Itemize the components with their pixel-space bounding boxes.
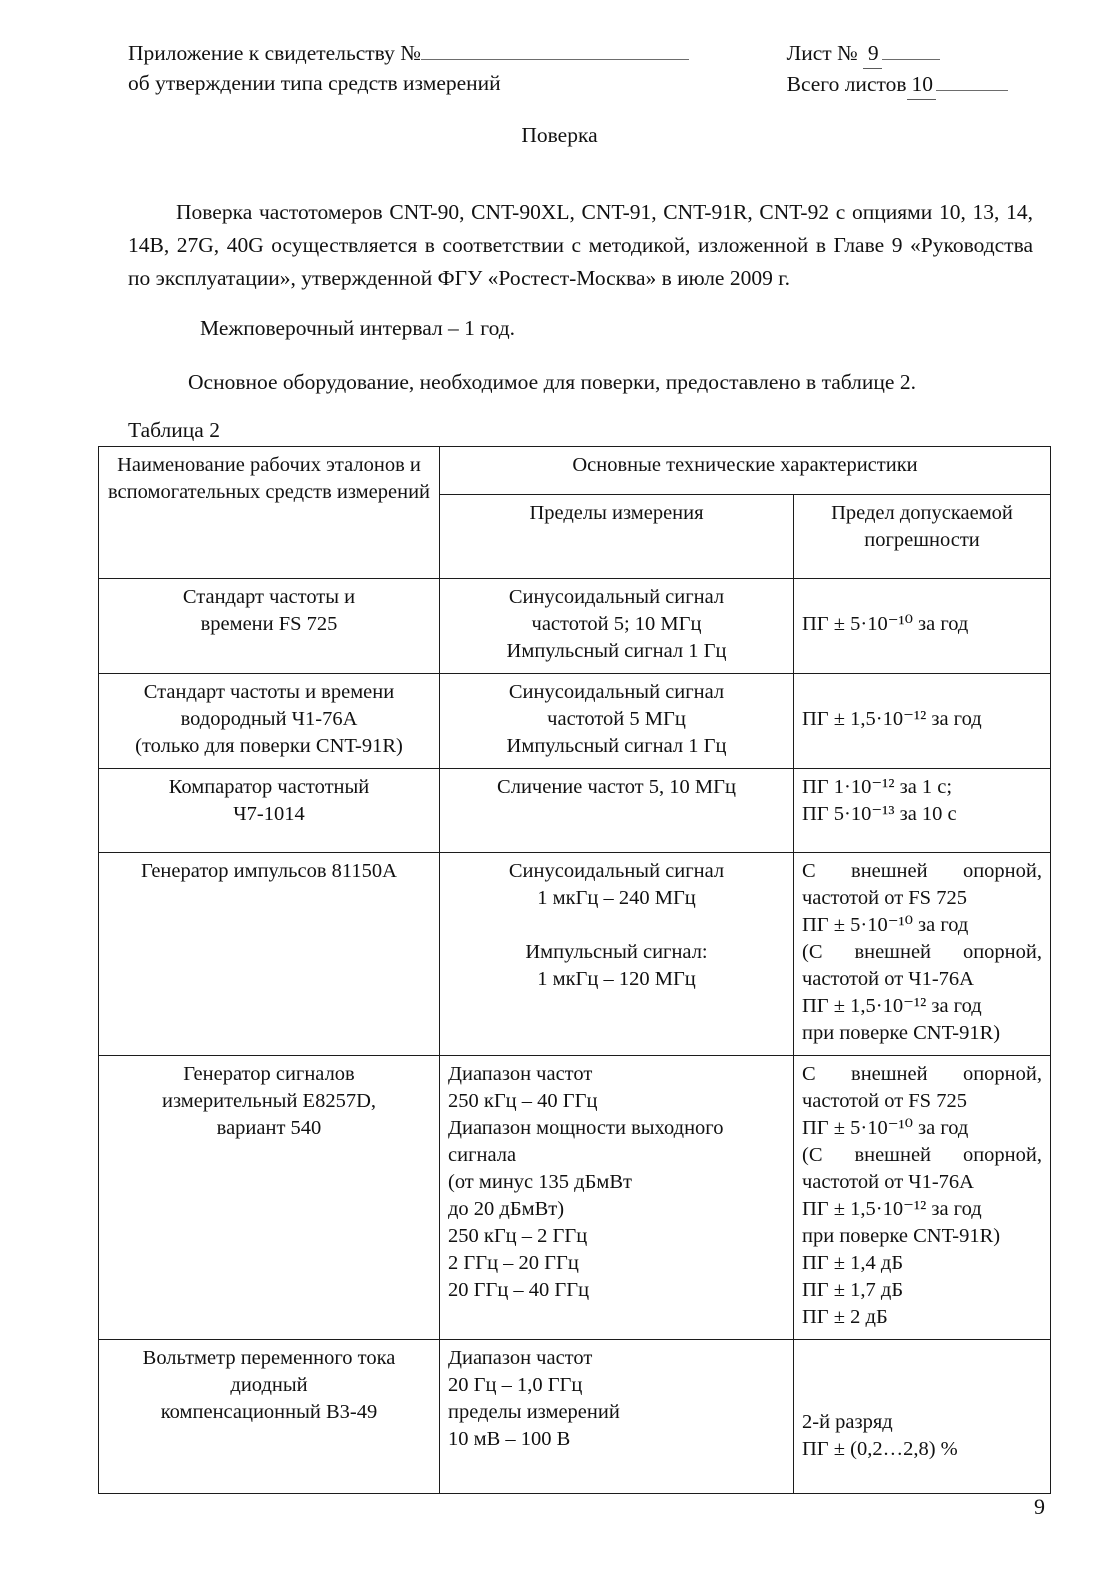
- table-caption: Таблица 2: [128, 418, 220, 442]
- row5-lim-3: 10 мВ – 100 В: [448, 1428, 571, 1450]
- row3-lim-0: Синусоидальный сигнал: [508, 860, 725, 882]
- certificate-label: Приложение к свидетельству №: [128, 41, 421, 65]
- row2-lim-0: Сличение частот 5, 10 МГц: [497, 776, 736, 798]
- row2-name-1: Ч7-1014: [233, 803, 305, 825]
- row0-lim-1: частотой 5; 10 МГц: [531, 613, 702, 635]
- row4-err-5: ПГ ± 1,4 дБ: [802, 1252, 904, 1274]
- table-row: [99, 769, 1051, 853]
- row4-lim-1: 250 кГц – 40 ГГц: [448, 1090, 598, 1112]
- row4-lim-2: Диапазон мощности выходного: [448, 1117, 724, 1139]
- row5-name-2: компенсационный В3-49: [160, 1401, 378, 1423]
- row5-lim-1: 20 Гц – 1,0 ГГц: [448, 1374, 583, 1396]
- row4-lim-8: 20 ГГц – 40 ГГц: [448, 1279, 590, 1301]
- row0-lim-0: Синусоидальный сигнал: [508, 586, 725, 608]
- cell-equipment-name: [99, 853, 440, 1056]
- row4-err-2: (С внешней опорной, частотой от Ч1-76А: [802, 1144, 1042, 1193]
- cell-measurement-limits: [440, 579, 794, 674]
- th-permissible-error: Предел допускаемой погрешности: [794, 495, 1051, 579]
- certificate-number-blank: [421, 42, 689, 60]
- row4-lim-3: сигнала: [448, 1144, 517, 1166]
- row1-err-0: ПГ ± 1,5·10⁻¹² за год: [802, 708, 982, 730]
- equipment-table-wrapper: [98, 446, 1050, 1494]
- row4-lim-7: 2 ГГц – 20 ГГц: [448, 1252, 579, 1274]
- row1-name-0: Стандарт частоты и времени: [143, 681, 395, 703]
- cell-measurement-limits: [440, 1056, 794, 1340]
- cell-permissible-error: [794, 853, 1051, 1056]
- cell-equipment-name: [99, 1340, 440, 1494]
- row3-err-0: С внешней опорной, частотой от FS 725: [802, 860, 1042, 909]
- table-header-row-1: [99, 447, 1051, 495]
- row0-name-1: времени FS 725: [200, 613, 338, 635]
- total-sheets-number: 10: [907, 69, 937, 100]
- row0-err-0: ПГ ± 5·10⁻¹⁰ за год: [802, 613, 969, 635]
- row1-lim-0: Синусоидальный сигнал: [508, 681, 725, 703]
- th-measurement-limits: Пределы измерения: [440, 495, 794, 579]
- row4-name-1: измерительный E8257D,: [162, 1090, 376, 1112]
- cell-measurement-limits: [440, 769, 794, 853]
- cell-equipment-name: [99, 674, 440, 769]
- row4-name-0: Генератор сигналов: [183, 1063, 355, 1085]
- paragraph-verification-scope: Поверка частотомеров CNT-90, CNT-90XL, CNT-91, CNT-91R, CNT-92 с опциями 10, 13, 14, 14B, 27G, 40G осуществляется в соответствии с методикой, изложенной в Главе 9 «Руководства по эксплуатации», утвержденной ФГУ «Ростест-Москва» в июле 2009 г.: [128, 200, 1033, 290]
- cell-measurement-limits: [440, 674, 794, 769]
- cell-equipment-name: [99, 1056, 440, 1340]
- row0-name-0: Стандарт частоты и: [182, 586, 356, 608]
- cell-measurement-limits: [440, 853, 794, 1056]
- cell-permissible-error: [794, 579, 1051, 674]
- row5-err-1: ПГ ± (0,2…2,8) %: [802, 1438, 958, 1460]
- row1-name-2: (только для поверки CNT-91R): [135, 735, 403, 757]
- row5-lim-0: Диапазон частот: [448, 1347, 593, 1369]
- table-row: [99, 1340, 1051, 1494]
- equipment-table: [98, 446, 1051, 1494]
- row3-err-3: ПГ ± 1,5·10⁻¹² за год: [802, 995, 982, 1017]
- row3-err-1: ПГ ± 5·10⁻¹⁰ за год: [802, 914, 969, 936]
- approval-line: об утверждении типа средств измерений: [128, 71, 501, 95]
- row0-lim-2: Импульсный сигнал 1 Гц: [506, 640, 727, 662]
- row5-lim-2: пределы измерений: [448, 1401, 620, 1423]
- document-header: [128, 38, 1008, 100]
- row4-err-6: ПГ ± 1,7 дБ: [802, 1279, 904, 1301]
- row3-lim-3: Импульсный сигнал:: [525, 941, 708, 963]
- sheet-line: [787, 38, 1008, 69]
- cell-measurement-limits: [440, 1340, 794, 1494]
- table-row: [99, 579, 1051, 674]
- row4-err-4: при поверке CNT-91R): [802, 1225, 1001, 1247]
- row3-name-0: Генератор импульсов 81150А: [141, 860, 397, 882]
- th-specs-group: Основные технические характеристики: [440, 447, 1051, 495]
- table-row: [99, 674, 1051, 769]
- row4-err-7: ПГ ± 2 дБ: [802, 1306, 888, 1328]
- row3-err-2: (С внешней опорной, частотой от Ч1-76А: [802, 941, 1042, 990]
- row1-name-1: водородный Ч1-76А: [180, 708, 358, 730]
- row4-lim-5: до 20 дБмВт): [448, 1198, 565, 1220]
- table-row: [99, 1056, 1051, 1340]
- row3-lim-1: 1 мкГц – 240 МГц: [537, 887, 696, 909]
- row4-name-2: вариант 540: [216, 1117, 322, 1139]
- row3-lim-gap: [448, 912, 785, 939]
- total-sheets-label: Всего листов: [786, 72, 907, 96]
- header-right-block: [787, 38, 1008, 100]
- cell-equipment-name: [99, 579, 440, 674]
- cell-permissible-error: [794, 769, 1051, 853]
- total-sheets-blank: [936, 73, 1008, 91]
- table-head: [99, 447, 1051, 579]
- row5-err-0: 2-й разряд: [802, 1411, 893, 1433]
- th-equipment-name: Наименование рабочих эталонов и вспомогательных средств измерений: [99, 447, 440, 579]
- sheet-label: Лист №: [786, 41, 858, 65]
- row2-err-1: ПГ 5·10⁻¹³ за 10 с: [802, 803, 957, 825]
- row5-name-1: диодный: [230, 1374, 308, 1396]
- certificate-line: [128, 38, 689, 68]
- sheet-number-blank: [882, 42, 940, 60]
- row4-lim-6: 250 кГц – 2 ГГц: [448, 1225, 588, 1247]
- section-title: Поверка: [521, 123, 598, 147]
- cell-permissible-error: [794, 1056, 1051, 1340]
- paragraph-interval: Межповерочный интервал – 1 год.: [200, 316, 516, 340]
- row3-lim-4: 1 мкГц – 120 МГц: [537, 968, 696, 990]
- row5-name-0: Вольтметр переменного тока: [142, 1347, 396, 1369]
- header-left-block: [128, 38, 689, 98]
- row1-lim-2: Импульсный сигнал 1 Гц: [506, 735, 727, 757]
- row4-err-1: ПГ ± 5·10⁻¹⁰ за год: [802, 1117, 969, 1139]
- row4-lim-4: (от минус 135 дБмВт: [448, 1171, 632, 1193]
- row2-err-0: ПГ 1·10⁻¹² за 1 с;: [802, 776, 953, 798]
- row4-err-3: ПГ ± 1,5·10⁻¹² за год: [802, 1198, 982, 1220]
- row3-err-4: при поверке CNT-91R): [802, 1022, 1001, 1044]
- table-row: [99, 853, 1051, 1056]
- cell-permissible-error: [794, 1340, 1051, 1494]
- sheet-number: 9: [863, 38, 882, 69]
- page-number: 9: [1034, 1494, 1045, 1519]
- cell-permissible-error: [794, 674, 1051, 769]
- row4-err-0: С внешней опорной, частотой от FS 725: [802, 1063, 1042, 1112]
- total-sheets-line: [787, 69, 1008, 100]
- row4-lim-0: Диапазон частот: [448, 1063, 593, 1085]
- cell-equipment-name: [99, 769, 440, 853]
- table-body: [99, 579, 1051, 1494]
- row1-lim-1: частотой 5 МГц: [547, 708, 686, 730]
- paragraph-equipment-intro: Основное оборудование, необходимое для поверки, предоставлено в таблице 2.: [188, 370, 916, 394]
- row2-name-0: Компаратор частотный: [168, 776, 370, 798]
